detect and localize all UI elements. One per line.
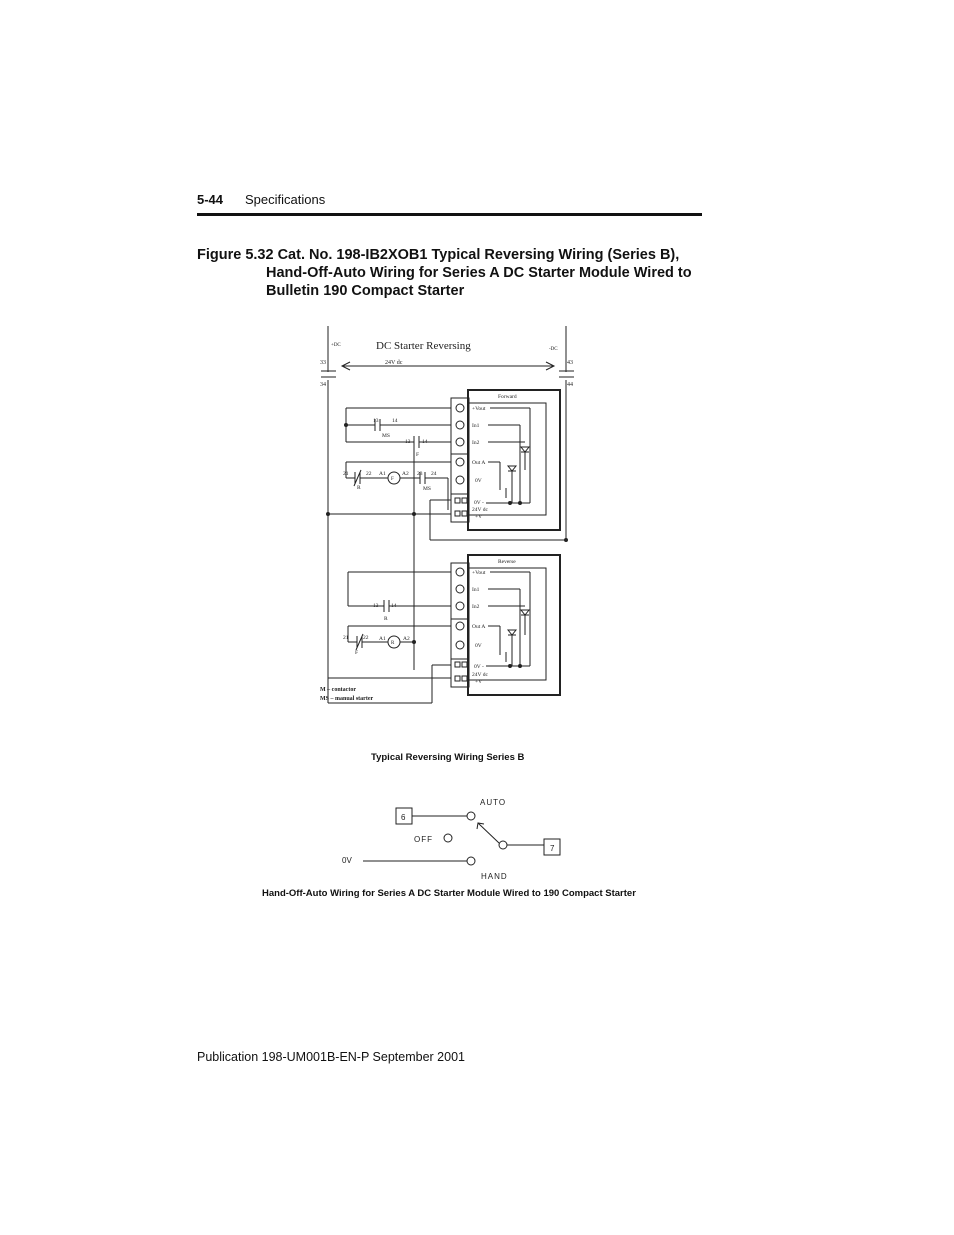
legend-ms: MS – manual starter [320,696,374,702]
off-label: OFF [414,835,433,844]
f-21: 21 [343,635,349,641]
zero-v-label: 0V [342,856,352,865]
hand-label: HAND [481,872,508,881]
terminal-6: 6 [401,813,406,822]
f-22: 22 [363,635,369,641]
rev-plus-v: +V [475,679,483,685]
minus-dc-label: -DC [549,347,558,352]
diagram-title: DC Starter Reversing [376,340,471,352]
coil-f-label: F [391,477,394,482]
terminal-33: 33 [320,360,326,366]
ms-24: 24 [431,471,437,477]
terminal-34: 34 [320,382,326,388]
figure-title [197,246,692,300]
figure-title-line-1: Figure 5.32 Cat. No. 198-IB2XOB1 Typical Reversing Wiring (Series B), [197,247,680,263]
r-label-2: R [384,616,388,622]
reverse-label: Reverse [498,559,516,565]
r-14: 14 [391,603,397,609]
terminal-44: 44 [567,382,573,388]
figure-title-line-3: Bulletin 190 Compact Starter [266,283,465,299]
f-label-2: F [355,650,359,656]
f-label: F [416,452,420,458]
section-title: Specifications [245,192,326,207]
rev-0v-minus: 0V - [474,664,484,670]
rev-a1: A1 [379,636,386,642]
fwd-in1: In1 [472,423,480,429]
header-rule [197,213,702,216]
rev-in1: In1 [472,587,480,593]
reversing-wiring-diagram [310,318,600,723]
f-14: 14 [422,439,428,445]
terminal-7: 7 [550,844,555,853]
hand-off-auto-diagram [335,790,575,885]
auto-label: AUTO [480,798,507,807]
fwd-a2: A2 [402,471,409,477]
plus-dc-label: +DC [331,343,341,348]
publication-footer: Publication 198-UM001B-EN-P September 2001 [197,1050,465,1064]
fwd-0v-minus: 0V - [474,500,484,506]
ms-label: MS [382,433,390,439]
rev-vout: +Vout [472,570,486,576]
fwd-in2: In2 [472,440,480,446]
figure-title-line-2: Hand-Off-Auto Wiring for Series A DC Starter Module Wired to [266,265,692,281]
page-number: 5-44 [197,192,224,207]
rev-in2: In2 [472,604,480,610]
r-label: R [357,485,361,491]
ms-23: 23 [417,471,423,477]
rev-24v: 24V dc [472,672,488,678]
r-13: 13 [373,603,379,609]
fwd-vout: +Vout [472,406,486,412]
rev-out-a: Out A [472,624,486,630]
legend-m: M – contactor [320,687,356,693]
fwd-0v: 0V [475,478,482,484]
rev-0v: 0V [475,643,482,649]
fwd-out-a: Out A [472,460,486,466]
forward-label: Forward [498,394,517,400]
ms-14: 14 [392,418,398,424]
f-13: 13 [405,439,411,445]
r-21: 21 [343,471,349,477]
r-22: 22 [366,471,372,477]
fwd-a1: A1 [379,471,386,477]
terminal-43: 43 [567,360,573,366]
ms-label-2: MS [423,486,431,492]
diagram2-caption: Hand-Off-Auto Wiring for Series A DC Starter Module Wired to 190 Compact Starter [262,888,636,899]
rev-a2: A2 [403,636,410,642]
coil-r-label: R [391,641,395,646]
fwd-24v: 24V dc [472,507,488,513]
diagram1-caption: Typical Reversing Wiring Series B [371,752,525,763]
ms-13: 13 [373,418,379,424]
fwd-plus-v: +V [475,514,483,520]
supply-label: 24V dc [385,360,403,366]
